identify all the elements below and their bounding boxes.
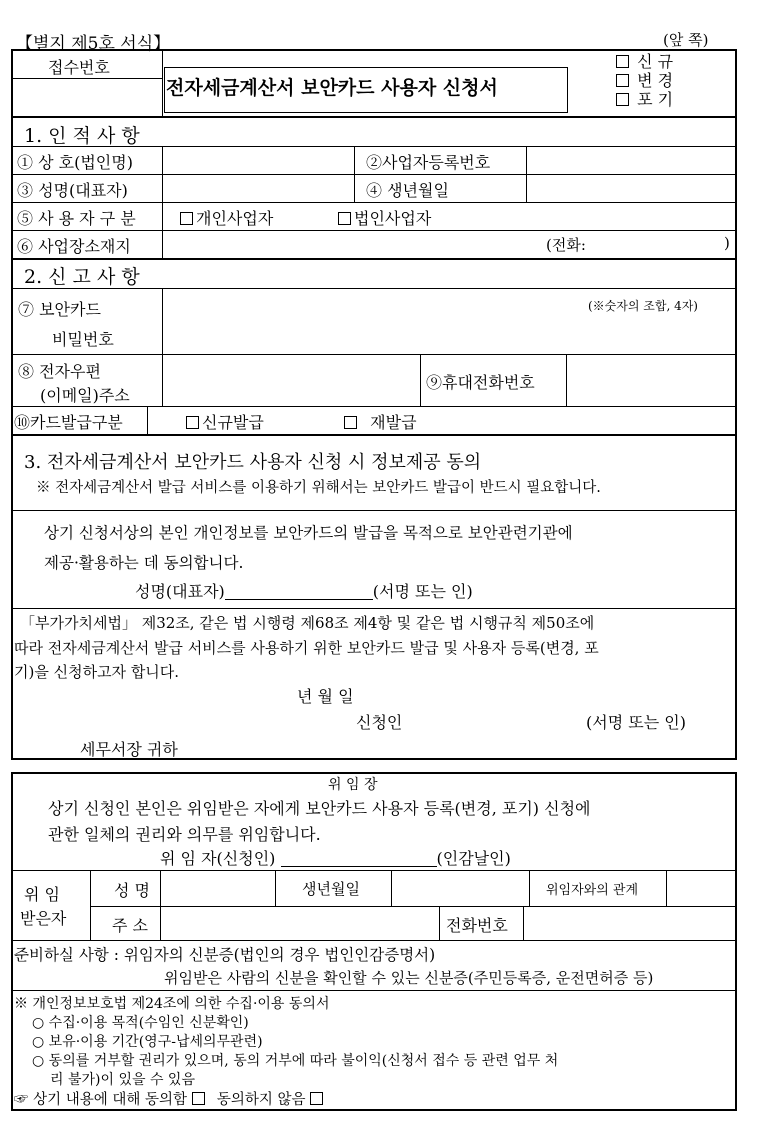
recipient-name-field[interactable]	[162, 872, 274, 905]
recipient-address-field[interactable]	[162, 908, 438, 939]
user-type-corporate[interactable]: 법인사업자	[338, 206, 431, 229]
delegator-line	[160, 846, 511, 869]
applicant-signature[interactable]: (서명 또는 인)	[586, 713, 686, 732]
checkbox-icon[interactable]	[616, 55, 629, 68]
recipient-birth-field[interactable]	[393, 872, 528, 905]
applicant-label: 신청인	[356, 713, 403, 732]
privacy-agreement-line	[14, 1088, 326, 1109]
legal-text-line2: 따라 전자세금계산서 발급 서비스를 사용하기 위한 보안카드 발급 및 사용자 등록(변경, 포	[14, 639, 599, 657]
business-name-label: ① 상 호(법인명)	[17, 153, 133, 172]
agree-checkbox[interactable]	[192, 1092, 205, 1105]
form-title: 전자세금계산서 보안카드 사용자 신청서	[166, 77, 498, 99]
privacy-refusal-right-2: 리 불가)이 있을 수 있음	[50, 1072, 195, 1088]
phone-close-paren: )	[724, 234, 730, 252]
recipient-phone-field[interactable]	[525, 908, 734, 939]
card-password-field[interactable]	[164, 315, 734, 352]
checkbox-icon[interactable]	[344, 416, 357, 429]
proxy-text-line1: 상기 신청인 본인은 위임받은 자에게 보안카드 사용자 등록(변경, 포기) 신청에	[48, 799, 591, 818]
receipt-number-field[interactable]	[12, 80, 162, 114]
legal-text-line3: 기)을 신청하고자 합니다.	[14, 663, 180, 681]
recipient-label-2: 받은자	[20, 909, 67, 928]
consent-signature-label: 성명(대표자)	[135, 582, 225, 601]
recipient-name-label: 성 명	[114, 881, 150, 900]
agree-label: ☞ 상기 내용에 대해 동의함	[14, 1092, 188, 1108]
representative-name-label: ③ 성명(대표자)	[17, 181, 128, 200]
business-name-field[interactable]	[164, 148, 352, 172]
card-password-label-2: 비밀번호	[52, 330, 114, 349]
birthdate-field[interactable]	[528, 176, 734, 200]
checkbox-icon[interactable]	[186, 416, 199, 429]
section-consent-heading: 3. 전자세금계산서 보안카드 사용자 신청 시 정보제공 동의	[24, 452, 482, 473]
business-address-field[interactable]	[164, 232, 544, 256]
privacy-purpose: ○ 수집·이용 목적(수임인 신분확인)	[32, 1015, 249, 1031]
section-report-heading: 2. 신 고 사 항	[24, 266, 140, 288]
mobile-phone-label: ⑨휴대전화번호	[426, 373, 535, 392]
recipient-address-label: 주 소	[112, 916, 148, 935]
recipient-relation-label: 위임자와의 관계	[546, 883, 639, 898]
form-label: 【별지 제5호 서식】	[16, 34, 171, 54]
privacy-consent-header: ※ 개인정보보호법 제24조에 의한 수집·이용 동의서	[14, 996, 330, 1012]
privacy-refusal-right: ○ 동의를 거부할 권리가 있으며, 동의 거부에 따라 불이익(신청서 접수 등 관련 업무 처	[32, 1053, 559, 1069]
recipient-phone-label: 전화번호	[446, 916, 508, 935]
email-label: ⑧ 전자우편	[18, 362, 101, 381]
delegator-label: 위 임 자(신청인)	[160, 849, 276, 868]
mobile-phone-field[interactable]	[568, 356, 734, 404]
request-new[interactable]: 신 규	[616, 52, 673, 71]
checkbox-icon[interactable]	[616, 93, 629, 106]
consent-text-line1: 상기 신청서상의 본인 개인정보를 보안카드의 발급을 목적으로 보안관련기관에	[44, 524, 573, 542]
application-date[interactable]: 년 월 일	[297, 687, 354, 706]
page-side-label: (앞 쪽)	[663, 31, 709, 49]
privacy-retention: ○ 보유·이용 기간(영구-납세의무관련)	[32, 1034, 263, 1050]
delegator-signature-field[interactable]	[281, 850, 437, 867]
consent-signature-field[interactable]	[225, 583, 373, 600]
user-type-label: ⑤ 사 용 자 구 분	[17, 209, 136, 228]
password-format-note: (※숫자의 조합, 4자)	[588, 299, 698, 313]
recipient-relation-field[interactable]	[668, 872, 734, 905]
phone-label: (전화:	[546, 236, 586, 254]
representative-name-field[interactable]	[164, 176, 352, 200]
required-docs-line2: 위임받은 사람의 신분을 확인할 수 있는 신분증(주민등록증, 운전면허증 등)	[164, 969, 654, 987]
issue-reissue-option[interactable]: 재발급	[344, 410, 417, 433]
business-reg-no-field[interactable]	[528, 148, 734, 172]
section-personal-heading: 1. 인 적 사 항	[24, 125, 140, 147]
disagree-label: 동의하지 않음	[216, 1092, 306, 1108]
checkbox-icon[interactable]	[338, 212, 351, 225]
email-label-2: (이메일)주소	[40, 386, 130, 405]
tax-office-addressee: 세무서장 귀하	[80, 740, 178, 759]
phone-field[interactable]	[600, 232, 720, 256]
card-password-label: ⑦ 보안카드	[18, 300, 101, 319]
checkbox-icon[interactable]	[616, 74, 629, 87]
delegator-seal-label: (인감날인)	[436, 849, 511, 868]
user-type-individual[interactable]: 개인사업자	[180, 206, 273, 229]
proxy-title: 위 임 장	[328, 777, 378, 793]
legal-text-line1: 「부가가치세법」 제32조, 같은 법 시행령 제68조 제4항 및 같은 법 시행규칙 제50조에	[20, 614, 595, 632]
card-issue-type-label: ⑩카드발급구분	[14, 413, 123, 432]
recipient-birth-label: 생년월일	[302, 880, 360, 898]
request-cancel[interactable]: 포 기	[616, 90, 673, 109]
required-docs-line1: 준비하실 사항 : 위임자의 신분증(법인의 경우 법인인감증명서)	[14, 946, 436, 964]
consent-signature-line	[135, 579, 473, 602]
consent-signature-suffix: (서명 또는 인)	[372, 582, 473, 601]
email-field[interactable]	[164, 356, 418, 404]
business-reg-no-label: ②사업자등록번호	[366, 153, 491, 172]
receipt-number-label: 접수번호	[48, 58, 110, 77]
disagree-checkbox[interactable]	[310, 1092, 323, 1105]
security-card-required-note: ※ 전자세금계산서 발급 서비스를 이용하기 위해서는 보안카드 발급이 반드시 필요합니다.	[36, 480, 601, 496]
request-change[interactable]: 변 경	[616, 71, 673, 90]
issue-new-option[interactable]: 신규발급	[186, 410, 264, 433]
checkbox-icon[interactable]	[180, 212, 193, 225]
business-address-label: ⑥ 사업장소재지	[17, 237, 131, 256]
consent-text-line2: 제공·활용하는 데 동의합니다.	[44, 554, 244, 572]
recipient-label: 위 임	[24, 885, 60, 904]
proxy-text-line2: 관한 일체의 권리와 의무를 위임합니다.	[48, 825, 321, 844]
birthdate-label: ④ 생년월일	[366, 181, 449, 200]
